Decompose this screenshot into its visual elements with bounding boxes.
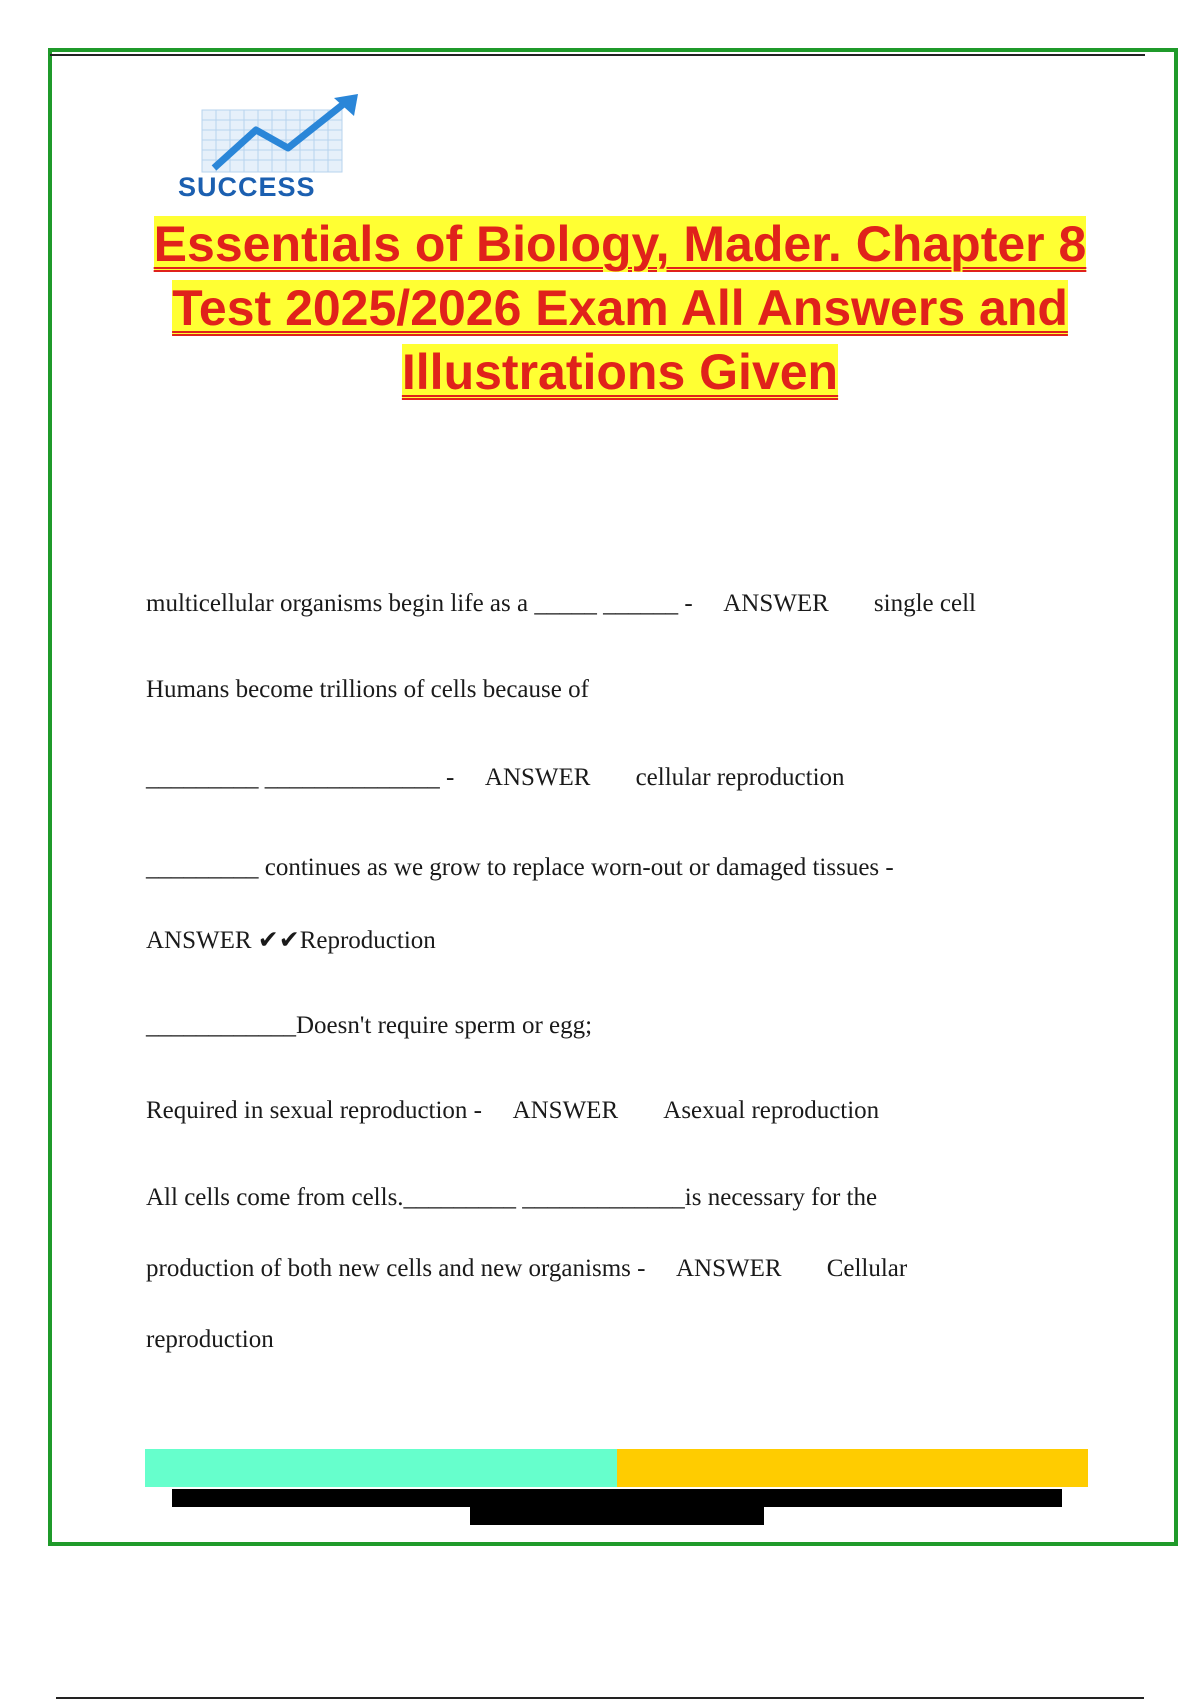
logo-text: SUCCESS bbox=[178, 172, 316, 202]
qa-line: production of both new cells and new organisms -   ANSWER ✔✔Cellular bbox=[146, 1255, 908, 1282]
qa-line: _________ continues as we grow to replace worn-out or damaged tissues -   bbox=[146, 854, 920, 881]
top-rule bbox=[50, 54, 1145, 56]
qa-line: Humans become trillions of cells because of bbox=[146, 676, 589, 703]
qa-line: _________ ______________ -   ANSWER ✔✔cellular reproduction bbox=[146, 764, 845, 791]
document-title bbox=[100, 212, 1140, 404]
title-line-2: Test 2025/2026 Exam All Answers and bbox=[172, 280, 1068, 336]
title-line-3: Illustrations Given bbox=[401, 344, 839, 400]
qa-line: reproduction bbox=[146, 1326, 274, 1353]
qa-line: All cells come from cells._________ _____________is necessary for the bbox=[146, 1184, 878, 1211]
qa-line: Required in sexual reproduction -   ANSWER ✔✔Asexual reproduction bbox=[146, 1097, 880, 1124]
qa-line: ANSWER ✔✔Reproduction bbox=[146, 927, 436, 954]
title-line-1: Essentials of Biology, Mader. Chapter 8 bbox=[153, 216, 1087, 272]
footer-bar-yellow bbox=[617, 1449, 1088, 1487]
qa-line: multicellular organisms begin life as a _____ ______ -   ANSWER ✔✔single cell bbox=[146, 590, 976, 617]
footer-bar-teal bbox=[145, 1449, 617, 1487]
bottom-rule bbox=[56, 1697, 1144, 1699]
qa-line: ____________Doesn't require sperm or egg; bbox=[146, 1012, 593, 1039]
footer-bar-black-center bbox=[470, 1505, 764, 1525]
